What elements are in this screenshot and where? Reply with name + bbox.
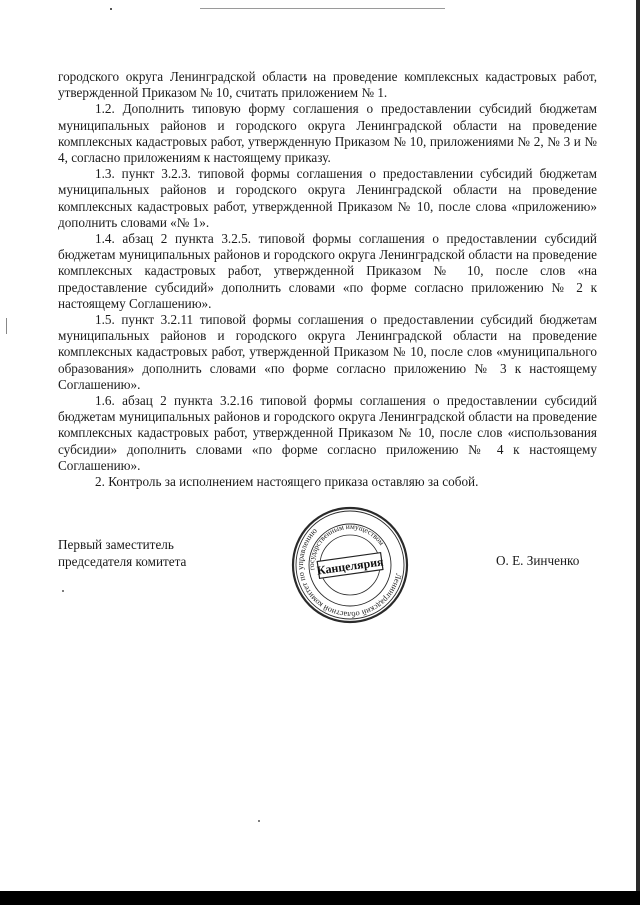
signer-position bbox=[58, 537, 258, 570]
document-body bbox=[58, 69, 597, 490]
svg-text:Ленинградский областной комите bbox=[290, 525, 409, 625]
official-stamp bbox=[290, 505, 410, 625]
signer-title-line-1: Первый заместитель bbox=[58, 537, 174, 552]
stamp-outer-text: Ленинградский областной комитет по управлению bbox=[295, 526, 404, 620]
scan-bottom-border bbox=[0, 891, 640, 905]
scan-speck bbox=[110, 8, 112, 10]
paragraph-1-2: 1.2. Дополнить типовую форму соглашения о предоставлении субсидий бюджетам муниципальных районов и городского округа Ленинградской области на проведение комплексных кадастровых работ, утвержденную Приказом № 10, приложениями № 2, № 3 и № 4, согласно приложениям к настоящему приказу. bbox=[58, 101, 597, 166]
signer-title-line-2: председателя комитета bbox=[58, 553, 187, 569]
scan-margin-mark bbox=[6, 318, 7, 334]
scan-edge-shadow bbox=[636, 0, 640, 905]
paragraph-2: 2. Контроль за исполнением настоящего приказа оставляю за собой. bbox=[95, 474, 479, 490]
scan-artifact-line bbox=[200, 8, 445, 9]
paragraph-1-3: 1.3. пункт 3.2.3. типовой формы соглашения о предоставлении субсидий бюджетам муниципальных районов и городского округа Ленинградской области на проведение комплексных кадастровых работ, утвержденной Приказом № 10, после слова «приложению» дополнить словами «№ 1». bbox=[58, 166, 597, 230]
scan-speck bbox=[62, 590, 64, 592]
scan-speck bbox=[258, 820, 260, 822]
signer-name: О. Е. Зинченко bbox=[496, 553, 580, 568]
paragraph-1-6: 1.6. абзац 2 пункта 3.2.16 типовой формы соглашения о предоставлении субсидий бюджетам муниципальных районов и городского округа Ленинградской области на проведение комплексных кадастровых работ, утвержденной Приказом № 10, после слов «использования субсидии» дополнить словами «по форме согласно приложению № 4 к настоящему Соглашению». bbox=[58, 393, 597, 473]
paragraph-1-4: 1.4. абзац 2 пункта 3.2.5. типовой формы соглашения о предоставлении субсидий бюджетам муниципальных районов и городского округа Ленинградской области на проведение комплексных кадастровых работ, утвержденной Приказом № 10, после слов «на предоставление субсидий» дополнить словами «по форме согласно приложению № 2 к настоящему Соглашению». bbox=[58, 231, 597, 311]
paragraph-1-5: 1.5. пункт 3.2.11 типовой формы соглашения о предоставлении субсидий бюджетам муниципальных районов и городского округа Ленинградской области на проведение комплексных кадастровых работ, утвержденной Приказом № 10, после слов «муниципального образования» дополнить словами «по форме согласно приложению № 3 к настоящему Соглашению». bbox=[58, 312, 597, 392]
stamp-center-text: Канцелярия bbox=[315, 554, 385, 578]
paragraph-continuation: городского округа Ленинградской области на проведение комплексных кадастровых работ, утвержденной Приказом № 10, считать приложением № 1. bbox=[58, 69, 597, 101]
stamp-inner-text: государственным имуществом bbox=[306, 521, 387, 571]
